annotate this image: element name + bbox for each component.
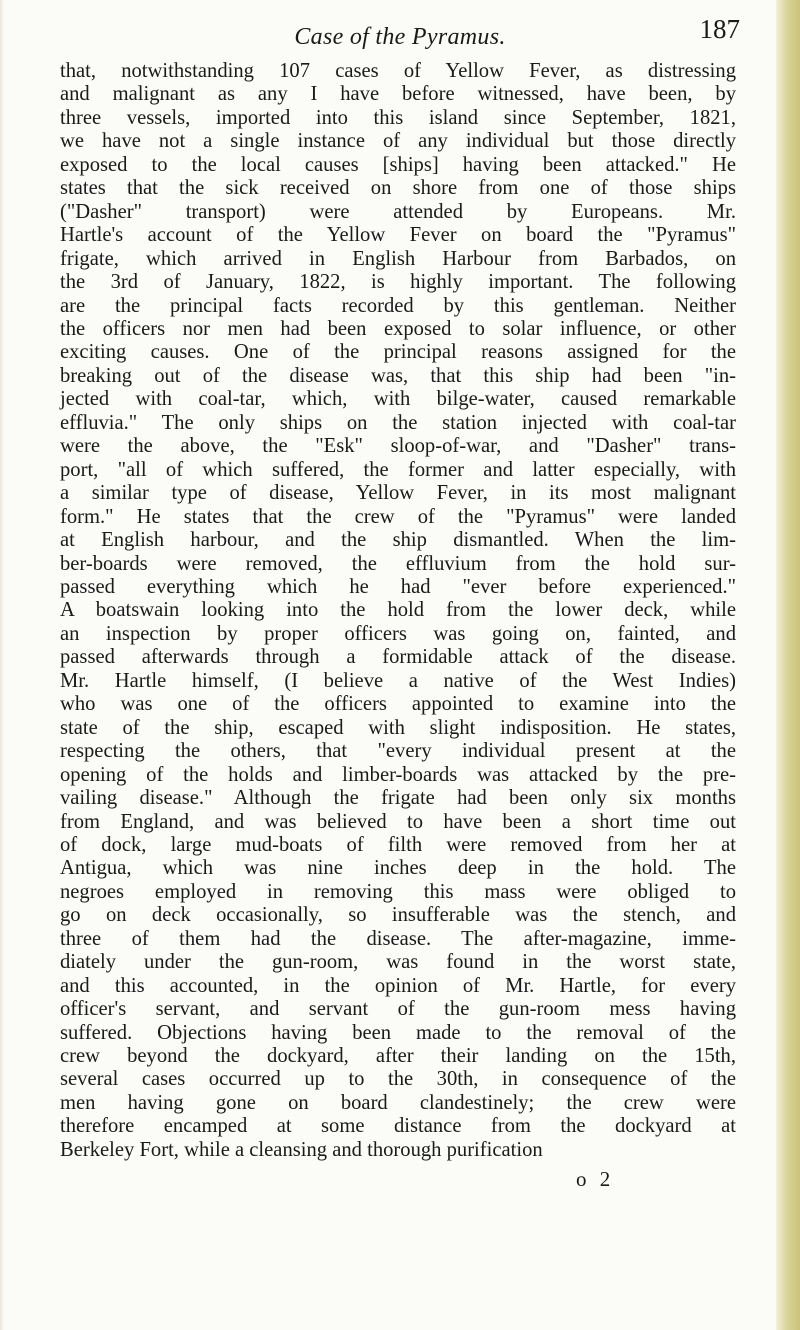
text-line: therefore encamped at some distance from the dockyard at (60, 1115, 736, 1138)
page-header (60, 14, 740, 54)
text-line: crew beyond the dockyard, after their landing on the 15th, (60, 1045, 736, 1068)
text-line: go on deck occasionally, so insufferable was the stench, and (60, 904, 736, 927)
text-line: that, notwithstanding 107 cases of Yellow Fever, as distressing (60, 60, 736, 82)
text-line: exciting causes. One of the principal reasons assigned for the (60, 341, 736, 364)
text-line: from England, and was believed to have been a short time out (60, 810, 736, 833)
text-line: a similar type of disease, Yellow Fever, in its most malignant (60, 482, 736, 505)
running-head: Case of the Pyramus. (294, 24, 506, 50)
text-line: passed afterwards through a formidable attack of the disease. (60, 646, 736, 669)
text-line: negroes employed in removing this mass were obliged to (60, 880, 736, 903)
text-line: states that the sick received on shore from one of those ships (60, 177, 736, 200)
text-line: at English harbour, and the ship dismantled. When the lim- (60, 529, 736, 552)
text-line: men having gone on board clandestinely; the crew were (60, 1091, 736, 1114)
page-edge-stain (776, 0, 800, 1330)
text-line: three of them had the disease. The after-magazine, imme- (60, 927, 736, 950)
text-line: A boatswain looking into the hold from the lower deck, while (60, 599, 736, 622)
page-gutter-shadow (0, 0, 4, 1330)
page-number: 187 (699, 14, 740, 44)
text-line: state of the ship, escaped with slight indisposition. He states, (60, 716, 736, 739)
text-line: officer's servant, and servant of the gun-room mess having (60, 998, 736, 1021)
text-line: Hartle's account of the Yellow Fever on board the "Pyramus" (60, 224, 736, 247)
text-line: opening of the holds and limber-boards was attacked by the pre- (60, 763, 736, 786)
text-line: passed everything which he had "ever before experienced." (60, 575, 736, 598)
text-line: and this accounted, in the opinion of Mr. Hartle, for every (60, 974, 736, 997)
text-line: port, "all of which suffered, the former and latter especially, with (60, 458, 736, 481)
text-line: suffered. Objections having been made to the removal of the (60, 1021, 736, 1044)
text-line: who was one of the officers appointed to examine into the (60, 693, 736, 716)
text-line: of dock, large mud-boats of filth were removed from her at (60, 833, 736, 856)
text-line: jected with coal-tar, which, with bilge-water, caused remarkable (60, 388, 736, 411)
text-line: Antigua, which was nine inches deep in the hold. The (60, 857, 736, 880)
text-line: we have not a single instance of any individual but those directly (60, 130, 736, 153)
text-line: frigate, which arrived in English Harbour from Barbados, on (60, 247, 736, 270)
text-line: the 3rd of January, 1822, is highly important. The following (60, 271, 736, 294)
text-line: form." He states that the crew of the "Pyramus" were landed (60, 505, 736, 528)
text-line: Berkeley Fort, while a cleansing and thorough purification (60, 1138, 543, 1161)
text-line: several cases occurred up to the 30th, in consequence of the (60, 1068, 736, 1091)
text-line: were the above, the "Esk" sloop-of-war, and "Dasher" trans- (60, 435, 736, 458)
text-line: diately under the gun-room, was found in the worst state, (60, 951, 736, 974)
text-line: ("Dasher" transport) were attended by Europeans. Mr. (60, 200, 736, 223)
text-line: respecting the others, that "every individual present at the (60, 740, 736, 763)
text-line: and malignant as any I have before witnessed, have been, by (60, 83, 736, 106)
text-line: exposed to the local causes [ships] having been attacked." He (60, 153, 736, 176)
body-text (60, 60, 736, 1162)
text-line: an inspection by proper officers was going on, fainted, and (60, 622, 736, 645)
text-line: are the principal facts recorded by this gentleman. Neither (60, 294, 736, 317)
signature-mark: o 2 (576, 1167, 615, 1191)
text-line: three vessels, imported into this island since September, 1821, (60, 106, 736, 129)
text-line: vailing disease." Although the frigate had been only six months (60, 787, 736, 810)
text-line: breaking out of the disease was, that this ship had been "in- (60, 364, 736, 387)
text-line: ber-boards were removed, the effluvium from the hold sur- (60, 552, 736, 575)
text-line: the officers nor men had been exposed to solar influence, or other (60, 317, 736, 340)
text-line: effluvia." The only ships on the station injected with coal-tar (60, 411, 736, 434)
text-line: Mr. Hartle himself, (I believe a native of the West Indies) (60, 669, 736, 692)
